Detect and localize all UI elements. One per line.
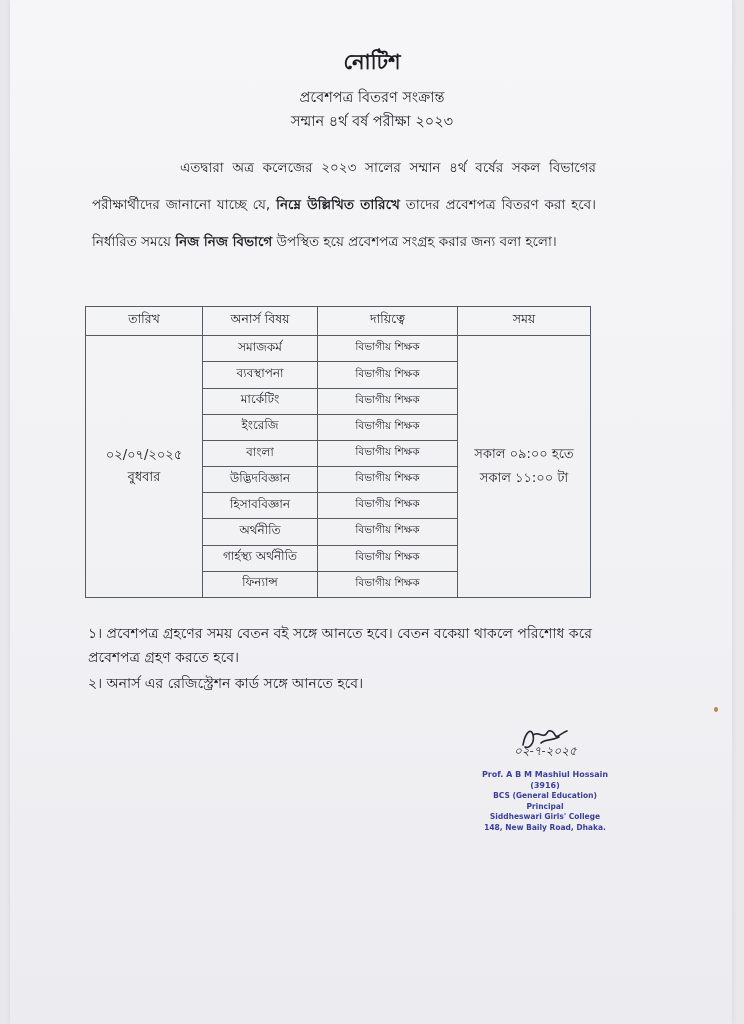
body-part1: এতদ্বারা অত্র কলেজের ২০২৩ সালের সম্মান ৪র্থ বর্ষের সকল বিভাগের পরীক্ষার্থীদের জানানো যাচ্ছে যে, xyxy=(92,160,596,213)
table-header-row xyxy=(86,307,591,336)
time-line2: সকাল ১১:০০ টা xyxy=(479,470,569,486)
responsible-cell: বিভাগীয় শিক্ষক xyxy=(318,414,458,440)
stamp-designation: Principal xyxy=(526,801,564,811)
subject-cell: উদ্ভিদবিজ্ঞান xyxy=(203,467,318,493)
responsible-cell: বিভাগীয় শিক্ষক xyxy=(318,362,458,388)
date-value: ০২/০৭/২০২৫ xyxy=(105,447,183,463)
header-subject: অনার্স বিষয় xyxy=(203,307,318,336)
subject-cell: হিসাববিজ্ঞান xyxy=(203,493,318,519)
admit-card-schedule-table xyxy=(85,306,591,598)
responsible-cell: বিভাগীয় শিক্ষক xyxy=(318,440,458,466)
responsible-cell: বিভাগীয় শিক্ষক xyxy=(318,493,458,519)
responsible-cell: বিভাগীয় শিক্ষক xyxy=(318,519,458,545)
subject-cell: ফিন্যান্স xyxy=(203,571,318,597)
subject-cell: গার্হস্থ্য অর্থনীতি xyxy=(203,545,318,571)
responsible-cell: বিভাগীয় শিক্ষক xyxy=(318,571,458,597)
notice-subtitle-line2: সম্মান ৪র্থ বর্ষ পরীক্ষা ২০২৩ xyxy=(290,114,454,130)
table-row xyxy=(86,336,591,362)
responsible-cell: বিভাগীয় শিক্ষক xyxy=(318,545,458,571)
day-value: বুধবার xyxy=(127,469,161,485)
subject-cell: অর্থনীতি xyxy=(203,519,318,545)
body-bold-department-phrase: নিজ নিজ বিভাগে xyxy=(175,234,273,250)
header-responsible: দায়িত্বে xyxy=(318,307,458,336)
subject-cell: সমাজকর্ম xyxy=(203,336,318,362)
notice-title: নোটিশ xyxy=(343,50,401,74)
body-part2: তাদের প্রবেশপত্র বিতরণ করা হবে। নির্ধারিত সময়ে xyxy=(92,197,596,250)
responsible-cell: বিভাগীয় শিক্ষক xyxy=(318,336,458,362)
stamp-name: Prof. A B M Mashiul Hossain (3916) xyxy=(481,770,609,790)
paper-speck xyxy=(714,707,718,712)
time-cell xyxy=(458,336,591,598)
stamp-college: Siddheswari Girls' College xyxy=(489,812,601,821)
subject-cell: ইংরেজি xyxy=(203,414,318,440)
notice-body xyxy=(92,150,596,261)
body-bold-date-phrase: নিম্নে উল্লিখিত তারিখে xyxy=(276,197,400,213)
subject-cell: ব্যবস্থাপনা xyxy=(203,362,318,388)
date-cell xyxy=(86,336,203,598)
note-item: ২। অনার্স এর রেজিস্ট্রেশন কার্ড সঙ্গে আনতে হবে। xyxy=(88,676,364,692)
header-time: সময় xyxy=(458,307,591,336)
principal-stamp xyxy=(470,770,620,833)
note-item: ১। প্রবেশপত্র গ্রহণের সময় বেতন বই সঙ্গে আনতে হবে। বেতন বকেয়া থাকলে পরিশোধ করে প্রবেশপত্র গ্রহণ করতে হবে। xyxy=(88,626,592,666)
signature-date: ০২-৭-২০২৫ xyxy=(514,744,577,758)
responsible-cell: বিভাগীয় শিক্ষক xyxy=(318,467,458,493)
notice-subtitle-line1: প্রবেশপত্র বিতরণ সংক্রান্ত xyxy=(299,90,445,106)
header-date: তারিখ xyxy=(86,307,203,336)
responsible-cell: বিভাগীয় শিক্ষক xyxy=(318,388,458,414)
stamp-address: 148, New Baily Road, Dhaka. xyxy=(484,822,606,832)
time-line1: সকাল ০৯:০০ হতে xyxy=(474,446,574,462)
body-part3: উপস্থিত হয়ে প্রবেশপত্র সংগ্রহ করার জন্য বলা হলো। xyxy=(272,234,557,250)
subject-cell: মার্কেটিং xyxy=(203,388,318,414)
stamp-cadre: BCS (General Education) xyxy=(493,791,597,800)
subject-cell: বাংলা xyxy=(203,440,318,466)
